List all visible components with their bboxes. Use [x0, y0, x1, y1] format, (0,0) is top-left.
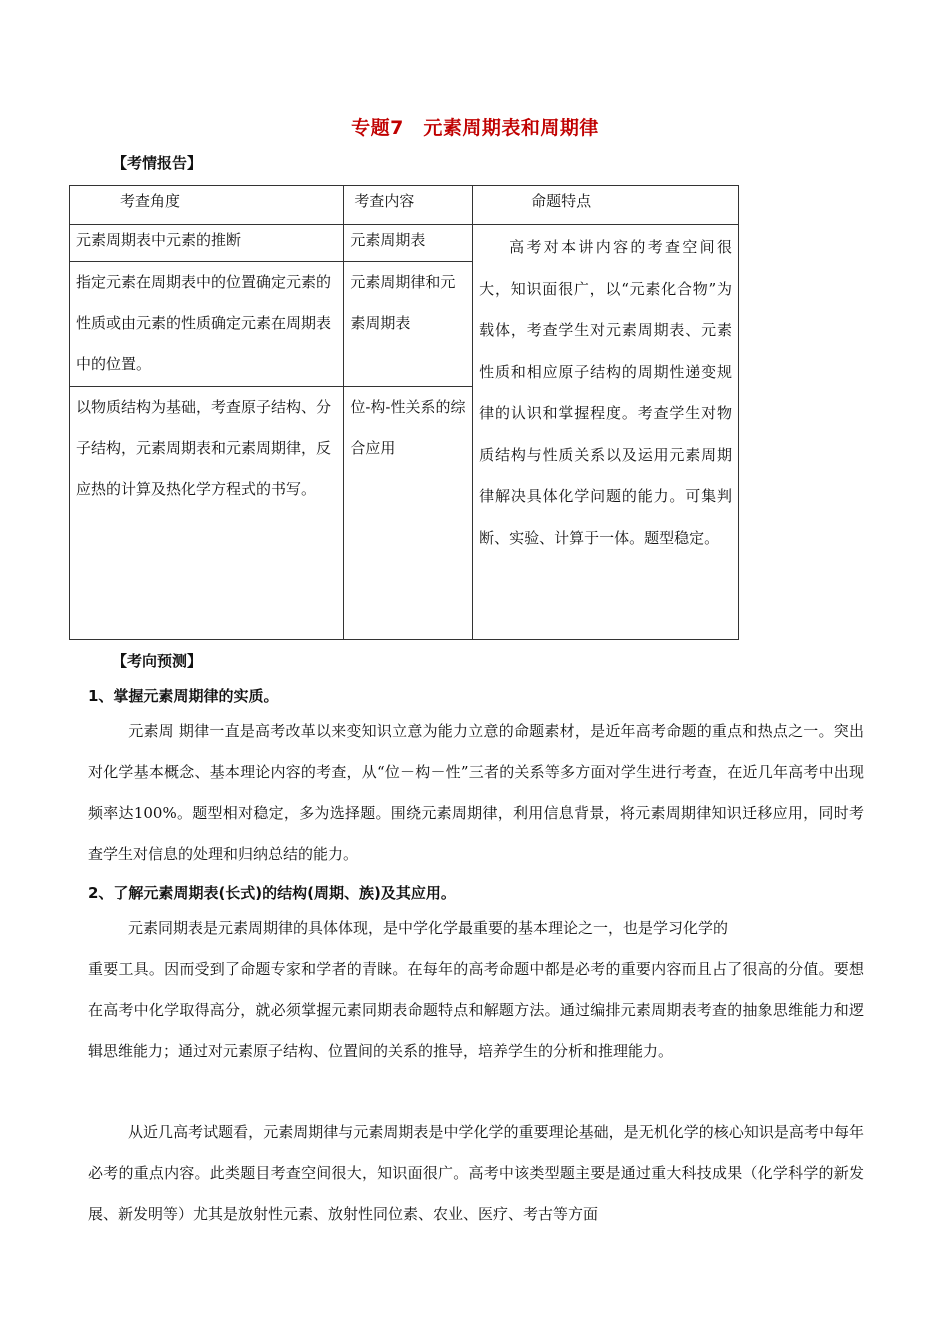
- row1-content: 元素周期表: [344, 225, 473, 262]
- point2-text-line1: 元素同期表是元素周期律的具体体现，是中学化学最重要的基本理论之一，也是学习化学的: [128, 919, 729, 937]
- forecast-section-label: 【考向预测】: [112, 652, 203, 670]
- point1-text: 元素周 期律一直是高考改革以来变知识立意为能力立意的命题素材，是近年高考命题的重点和热点之一。突出对化学基本概念、基本理论内容的考查，从“位－构－性”三者的关系等多方面对学生进行考查，在近几年高考中出现频率达100%。题型相对稳定，多为选择题。围绕元素周期律，利用信息背景，将元素周期律知识迁移应用，同时考查学生对信息的处理和归纳总结的能力。: [88, 722, 864, 863]
- point2-heading: 2、了解元素周期表(长式)的结构(周期、族)及其应用。: [88, 884, 456, 902]
- row3-content: 位-构-性关系的综合应用: [344, 387, 473, 640]
- row2-content: 元素周期律和元素周期表: [344, 262, 473, 387]
- exam-report-table: [69, 185, 739, 640]
- point2-paragraph-2: [88, 1112, 864, 1235]
- point1-paragraph: [88, 711, 864, 875]
- point1-heading: 1、掌握元素周期律的实质。: [88, 687, 279, 705]
- point2-text-2: 从近几高考试题看，元素周期律与元素周期表是中学化学的重要理论基础，是无机化学的核心知识是高考中每年必考的重点内容。此类题目考查空间很大，知识面很广。高考中该类型题主要是通过重大科技成果（化学科学的新发展、新发明等）尤其是放射性元素、放射性同位素、农业、医疗、考古等方面: [88, 1123, 864, 1223]
- row2-angle: 指定元素在周期表中的位置确定元素的性质或由元素的性质确定元素在周期表中的位置。: [70, 262, 344, 387]
- page-title: 专题7 元素周期表和周期律: [351, 117, 599, 139]
- point2-paragraph-1: [88, 908, 864, 1072]
- table-row: [70, 225, 739, 262]
- header-angle: 考查角度: [70, 186, 344, 225]
- row3-angle: 以物质结构为基础，考查原子结构、分子结构，元素周期表和元素周期律，反应热的计算及热化学方程式的书写。: [70, 387, 344, 640]
- point2-text-rest: 重要工具。因而受到了命题专家和学者的青睐。在每年的高考命题中都是必考的重要内容而且占了很高的分值。要想在高考中化学取得高分，就必须掌握元素同期表命题特点和解题方法。通过编排元素周期表考查的抽象思维能力和逻辑思维能力；通过对元素原子结构、位置间的关系的推导，培养学生的分析和推理能力。: [88, 960, 864, 1060]
- header-feature: 命题特点: [473, 186, 739, 225]
- feature-cell: 高考对本讲内容的考查空间很大，知识面很广，以“元素化合物”为载体，考查学生对元素周期表、元素性质和相应原子结构的周期性递变规律的认识和掌握程度。考查学生对物质结构与性质关系以及运用元素周期律解决具体化学问题的能力。可集判断、实验、计算于一体。题型稳定。: [473, 225, 739, 640]
- header-content: 考查内容: [344, 186, 473, 225]
- report-section-label: 【考情报告】: [112, 154, 203, 172]
- table-header-row: [70, 186, 739, 225]
- row1-angle: 元素周期表中元素的推断: [70, 225, 344, 262]
